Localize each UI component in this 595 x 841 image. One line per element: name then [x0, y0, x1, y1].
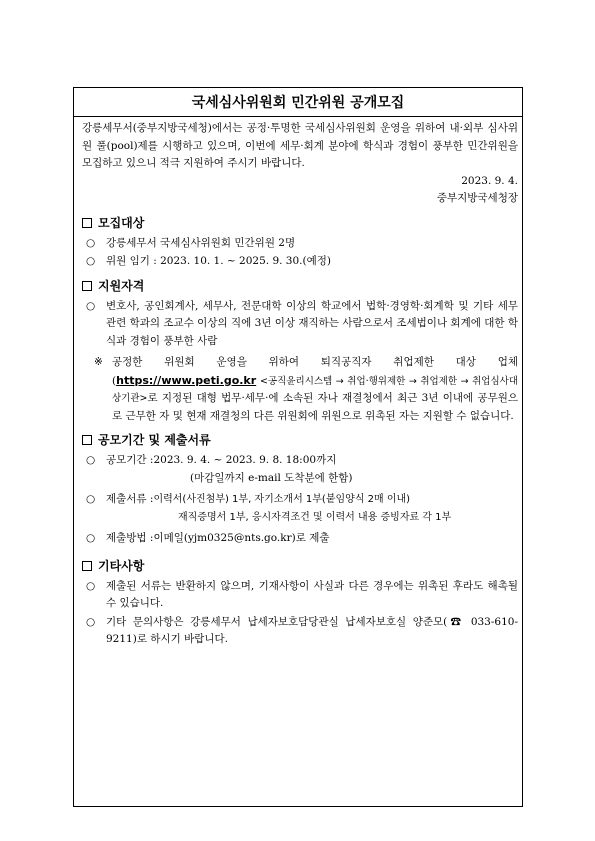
circle-bullet-icon: ○ — [86, 255, 96, 267]
notice-date: 2023. 9. 4. — [461, 174, 518, 187]
circle-bullet-icon: ○ — [86, 299, 96, 312]
section-qualification-heading: 지원자격 — [82, 276, 518, 296]
qualification-note: ※ 공정한 위원회 운영을 위하여 퇴직공직자 취업제한 대상 업체 (https://www.peti.go.kr <공직윤리시스템 → 취업·행위제한 → 취업제한 → 취업심사대상기관>로 지정된 대형 법무·세무·에 소속된 자나 재결청에서 최근 3년 이내에 공무원으로 근무한 자 및 현재 재결청의 다른 위원회에 위원으로 위촉된 자는 지원할 수 없습니다. — [82, 354, 518, 425]
list-item: ○ 위원 임기 : 2023. 10. 1. ~ 2025. 9. 30.(예정) — [82, 253, 518, 271]
reference-mark-icon: ※ — [94, 356, 103, 368]
notice-issuer: 중부지방국세청장 — [436, 192, 518, 204]
list-item: ○ 제출서류 : 이력서(사진첨부) 1부, 자기소개서 1부(붙임양식 2매 이내) 재직증명서 1부, 응시자격조건 및 이력서 내용 증빙자료 각 1부 — [82, 491, 518, 526]
circle-bullet-icon: ○ — [86, 579, 96, 592]
peti-link[interactable]: https://www.peti.go.kr — [116, 373, 257, 387]
checkbox-square-icon — [82, 218, 92, 228]
circle-bullet-icon: ○ — [86, 615, 96, 628]
notice-content — [74, 117, 522, 649]
circle-bullet-icon: ○ — [86, 532, 96, 544]
list-item: ○ 제출방법 : 이메일(yjm0325@nts.go.kr)로 제출 — [82, 530, 518, 548]
list-item: ○ 변호사, 공인회계사, 세무사, 전문대학 이상의 학교에서 법학·경영학·회계학 및 기타 세무 관련 학과의 조교수 이상의 직에 3년 이상 재직하는 사람으로서 조세법이나 회계에 대한 학식과 경험이 풍부한 사람 — [82, 298, 518, 351]
notice-frame — [73, 87, 523, 807]
checkbox-square-icon — [82, 561, 92, 571]
circle-bullet-icon: ○ — [86, 454, 96, 466]
circle-bullet-icon: ○ — [86, 236, 96, 249]
notice-title: 국세심사위원회 민간위원 공개모집 — [191, 95, 405, 111]
list-item: ○ 공모기간 : 2023. 9. 4. ~ 2023. 9. 8. 18:00까지 (마감일까지 e-mail 도착분에 한함) — [82, 452, 518, 487]
intro-paragraph: 강릉세무서(중부지방국세청)에서는 공정·투명한 국세심사위원회 운영을 위하여 내·외부 심사위원 풀(pool)제를 시행하고 있으며, 이번에 세무·회계 분야에 학식과 경험이 풍부한 민간위원을 모집하고 있으니 적극 지원하여 주시기 바랍니다. — [82, 122, 518, 169]
list-item: ○ 제출된 서류는 반환하지 않으며, 기재사항이 사실과 다른 경우에는 위촉된 후라도 해촉될 수 있습니다. — [82, 578, 518, 613]
list-item: ○ 기타 문의사항은 강릉세무서 납세자보호담당관실 납세자보호실 양준모(☎ 033-610-9211)로 하시기 바랍니다. — [82, 614, 518, 649]
checkbox-square-icon — [82, 435, 92, 445]
section-application-heading: 공모기간 및 제출서류 — [82, 430, 518, 450]
notice-title-bar — [74, 88, 522, 117]
section-other-heading: 기타사항 — [82, 556, 518, 576]
email-address: 이메일(yjm0325@nts.go.kr)로 제출 — [153, 532, 330, 544]
checkbox-square-icon — [82, 281, 92, 291]
list-item: ○ 강릉세무서 국세심사위원회 민간위원 2명 — [82, 235, 518, 253]
circle-bullet-icon: ○ — [86, 493, 96, 505]
section-recruit-heading: 모집대상 — [82, 213, 518, 233]
